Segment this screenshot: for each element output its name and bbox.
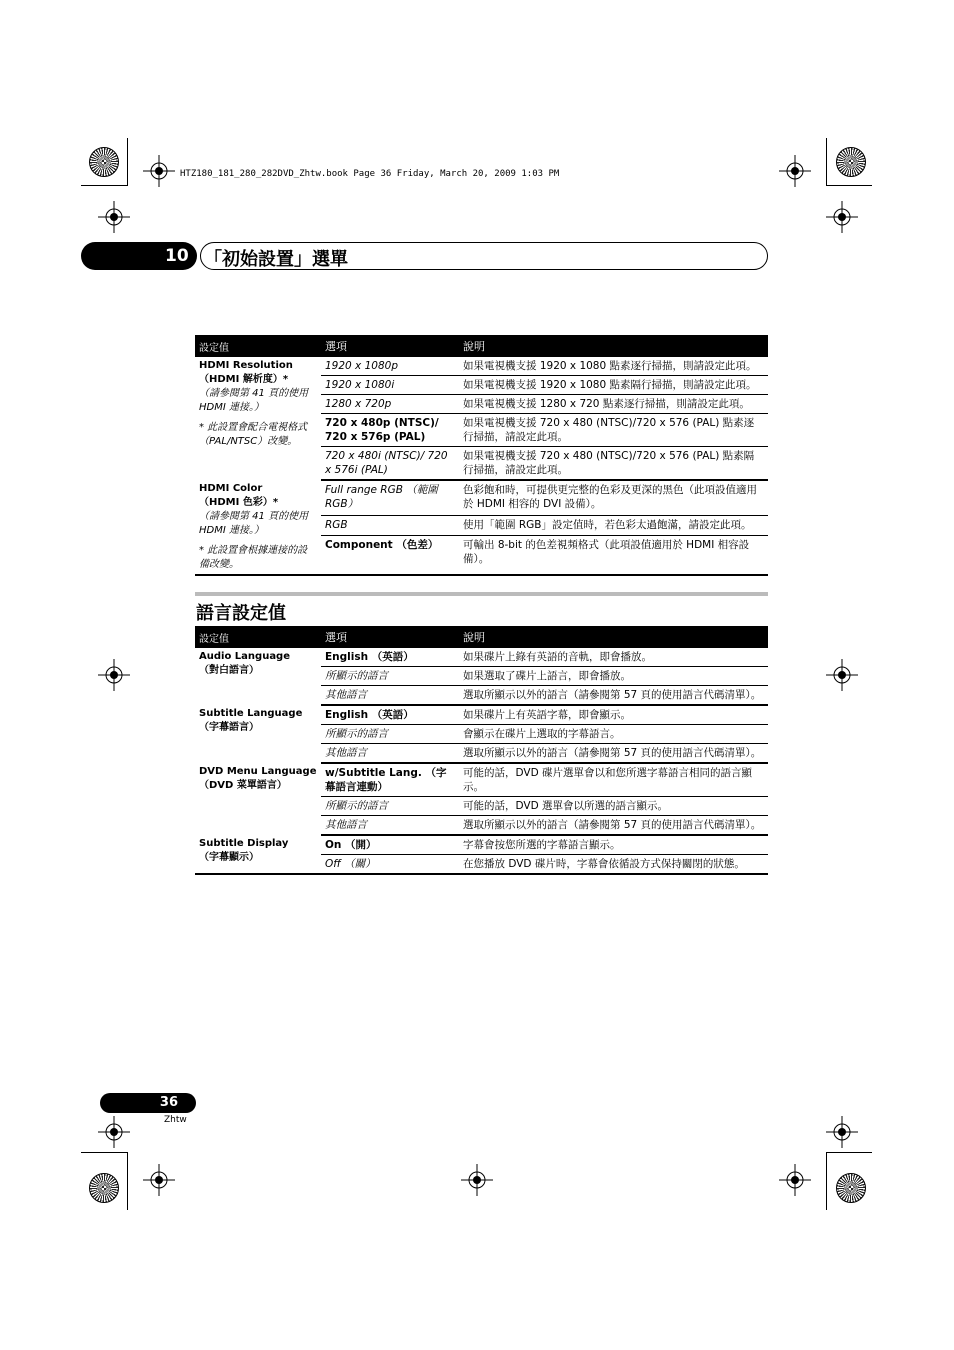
setting-name: HDMI Color xyxy=(199,483,263,494)
setting-note: * 此設置會根據連接的設備改變。 xyxy=(199,545,308,570)
setting-reference: （請參閱第 41 頁的使用 HDMI 連接。） xyxy=(199,511,309,536)
description-cell: 選取所顯示以外的語言（請參閱第 57 頁的使用語言代碼清單）。 xyxy=(459,816,768,836)
setting-subtitle: （DVD 菜單語言） xyxy=(199,780,287,791)
setting-subtitle: （字幕顯示） xyxy=(199,852,259,863)
description-cell: 如果電視機支援 720 x 480 (NTSC)/720 x 576 (PAL) 點素隔行掃描，請設定此項。 xyxy=(459,447,768,481)
description-cell: 在您播放 DVD 碟片時，字幕會依循設方式保持關閉的狀態。 xyxy=(459,855,768,875)
col-header-description: 說明 xyxy=(459,335,768,357)
setting-name: DVD Menu Language xyxy=(199,766,317,777)
setting-name: Audio Language xyxy=(199,651,291,662)
option-cell: On （開） xyxy=(321,835,459,855)
chapter-number: 10 xyxy=(165,246,189,266)
option-cell: 所顯示的語言 xyxy=(321,797,459,816)
setting-subtitle: （對白語言） xyxy=(199,665,259,676)
crop-line xyxy=(826,138,827,186)
option-cell: 720 x 480p (NTSC)/ 720 x 576p (PAL) xyxy=(321,414,459,447)
crop-line xyxy=(81,1152,127,1153)
registration-dial-mark xyxy=(89,1173,119,1203)
setting-name: Subtitle Language xyxy=(199,708,303,719)
crosshair-mark xyxy=(98,659,130,691)
description-cell: 使用「範圍 RGB」設定值時，若色彩太過飽滿，請設定此項。 xyxy=(459,515,768,535)
crosshair-mark xyxy=(826,1116,858,1148)
col-header-setting: 設定值 xyxy=(195,626,321,648)
description-cell: 如果碟片上有英語字幕，即會顯示。 xyxy=(459,705,768,725)
crop-line xyxy=(81,185,127,186)
language-settings-table xyxy=(195,626,768,875)
option-cell: Off （關） xyxy=(321,855,459,875)
table-row xyxy=(195,835,768,855)
crosshair-mark xyxy=(143,155,175,187)
setting-cell xyxy=(195,763,321,835)
option-cell: 其他語言 xyxy=(321,816,459,836)
option-cell: English （英語） xyxy=(321,705,459,725)
registration-dial-mark xyxy=(89,147,119,177)
crosshair-mark xyxy=(779,1164,811,1196)
table-row xyxy=(195,763,768,797)
option-cell: English （英語） xyxy=(321,648,459,667)
crosshair-mark xyxy=(826,659,858,691)
registration-dial-mark xyxy=(836,147,866,177)
option-cell: 1920 x 1080i xyxy=(321,376,459,395)
option-cell: RGB xyxy=(321,515,459,535)
setting-reference: （請參閱第 41 頁的使用 HDMI 連接。） xyxy=(199,388,309,413)
registration-dial-mark xyxy=(836,1173,866,1203)
crop-line xyxy=(826,1152,827,1210)
description-cell: 如果選取了碟片上語言，即會播放。 xyxy=(459,667,768,686)
crop-line xyxy=(826,1152,872,1153)
description-cell: 如果電視機支援 720 x 480 (NTSC)/720 x 576 (PAL) 點素逐行掃描，請設定此項。 xyxy=(459,414,768,447)
table-row xyxy=(195,705,768,725)
col-header-option: 選項 xyxy=(321,626,459,648)
description-cell: 色彩飽和時，可提供更完整的色彩及更深的黑色（此項設值適用於 HDMI 相容的 DVI 設備）。 xyxy=(459,480,768,515)
option-cell: 1920 x 1080p xyxy=(321,357,459,376)
description-cell: 如果電視機支援 1280 x 720 點素逐行掃描，則請設定此項。 xyxy=(459,395,768,414)
description-cell: 選取所顯示以外的語言（請參閱第 57 頁的使用語言代碼清單）。 xyxy=(459,744,768,764)
table-row xyxy=(195,480,768,515)
section-title: 語言設定值 xyxy=(196,603,286,624)
option-cell: 所顯示的語言 xyxy=(321,725,459,744)
setting-subtitle: （HDMI 解析度）* xyxy=(199,374,289,385)
option-cell: 其他語言 xyxy=(321,744,459,764)
description-cell: 可能的話，DVD 碟片選單會以和您所選字幕語言相同的語言顯示。 xyxy=(459,763,768,797)
setting-cell xyxy=(195,835,321,874)
option-cell: Full range RGB （範圍 RGB） xyxy=(321,480,459,515)
description-cell: 可輸出 8-bit 的色差視頻格式（此項設值適用於 HDMI 相容設備）。 xyxy=(459,536,768,576)
crosshair-mark xyxy=(461,1164,493,1196)
description-cell: 如果電視機支援 1920 x 1080 點素隔行掃描，則請設定此項。 xyxy=(459,376,768,395)
col-header-option: 選項 xyxy=(321,335,459,357)
crop-line xyxy=(826,185,872,186)
setting-subtitle: （HDMI 色彩）* xyxy=(199,497,279,508)
description-cell: 如果電視機支援 1920 x 1080 點素逐行掃描，則請設定此項。 xyxy=(459,357,768,376)
option-cell: 其他語言 xyxy=(321,686,459,706)
setting-name: HDMI Resolution xyxy=(199,360,293,371)
description-cell: 選取所顯示以外的語言（請參閱第 57 頁的使用語言代碼清單）。 xyxy=(459,686,768,706)
option-cell: Component （色差） xyxy=(321,536,459,576)
col-header-description: 說明 xyxy=(459,626,768,648)
setting-cell xyxy=(195,357,321,480)
description-cell: 可能的話，DVD 選單會以所選的語言顯示。 xyxy=(459,797,768,816)
chapter-number-badge xyxy=(81,242,197,270)
description-cell: 字幕會按您所選的字幕語言顯示。 xyxy=(459,835,768,855)
table-header-row xyxy=(195,626,768,648)
video-settings-table xyxy=(195,335,768,576)
description-cell: 會顯示在碟片上選取的字幕語言。 xyxy=(459,725,768,744)
setting-subtitle: （字幕語言） xyxy=(199,722,259,733)
setting-cell xyxy=(195,705,321,763)
description-cell: 如果碟片上錄有英語的音軌，即會播放。 xyxy=(459,648,768,667)
page-number: 36 xyxy=(159,1095,178,1110)
option-cell: 720 x 480i (NTSC)/ 720 x 576i (PAL) xyxy=(321,447,459,481)
crosshair-mark xyxy=(98,201,130,233)
table-row xyxy=(195,357,768,376)
setting-note: * 此設置會配合電視格式（PAL/NTSC）改變。 xyxy=(199,422,308,447)
setting-cell xyxy=(195,480,321,575)
crosshair-mark xyxy=(98,1116,130,1148)
crop-line xyxy=(127,1152,128,1210)
table-header-row xyxy=(195,335,768,357)
file-header: HTZ180_181_280_282DVD_Zhtw.book Page 36 Friday, March 20, 2009 1:03 PM xyxy=(180,169,560,179)
col-header-setting: 設定值 xyxy=(195,335,321,357)
page-number-badge xyxy=(100,1093,196,1113)
crosshair-mark xyxy=(779,155,811,187)
option-cell: 所顯示的語言 xyxy=(321,667,459,686)
setting-cell xyxy=(195,648,321,705)
section-divider xyxy=(195,592,768,596)
crosshair-mark xyxy=(143,1164,175,1196)
table-row xyxy=(195,648,768,667)
setting-name: Subtitle Display xyxy=(199,838,289,849)
crop-line xyxy=(127,138,128,186)
crosshair-mark xyxy=(826,201,858,233)
option-cell: w/Subtitle Lang. （字幕語言連動） xyxy=(321,763,459,797)
option-cell: 1280 x 720p xyxy=(321,395,459,414)
language-code: Zhtw xyxy=(164,1115,187,1125)
chapter-title: 「初始設置」選單 xyxy=(204,249,348,270)
